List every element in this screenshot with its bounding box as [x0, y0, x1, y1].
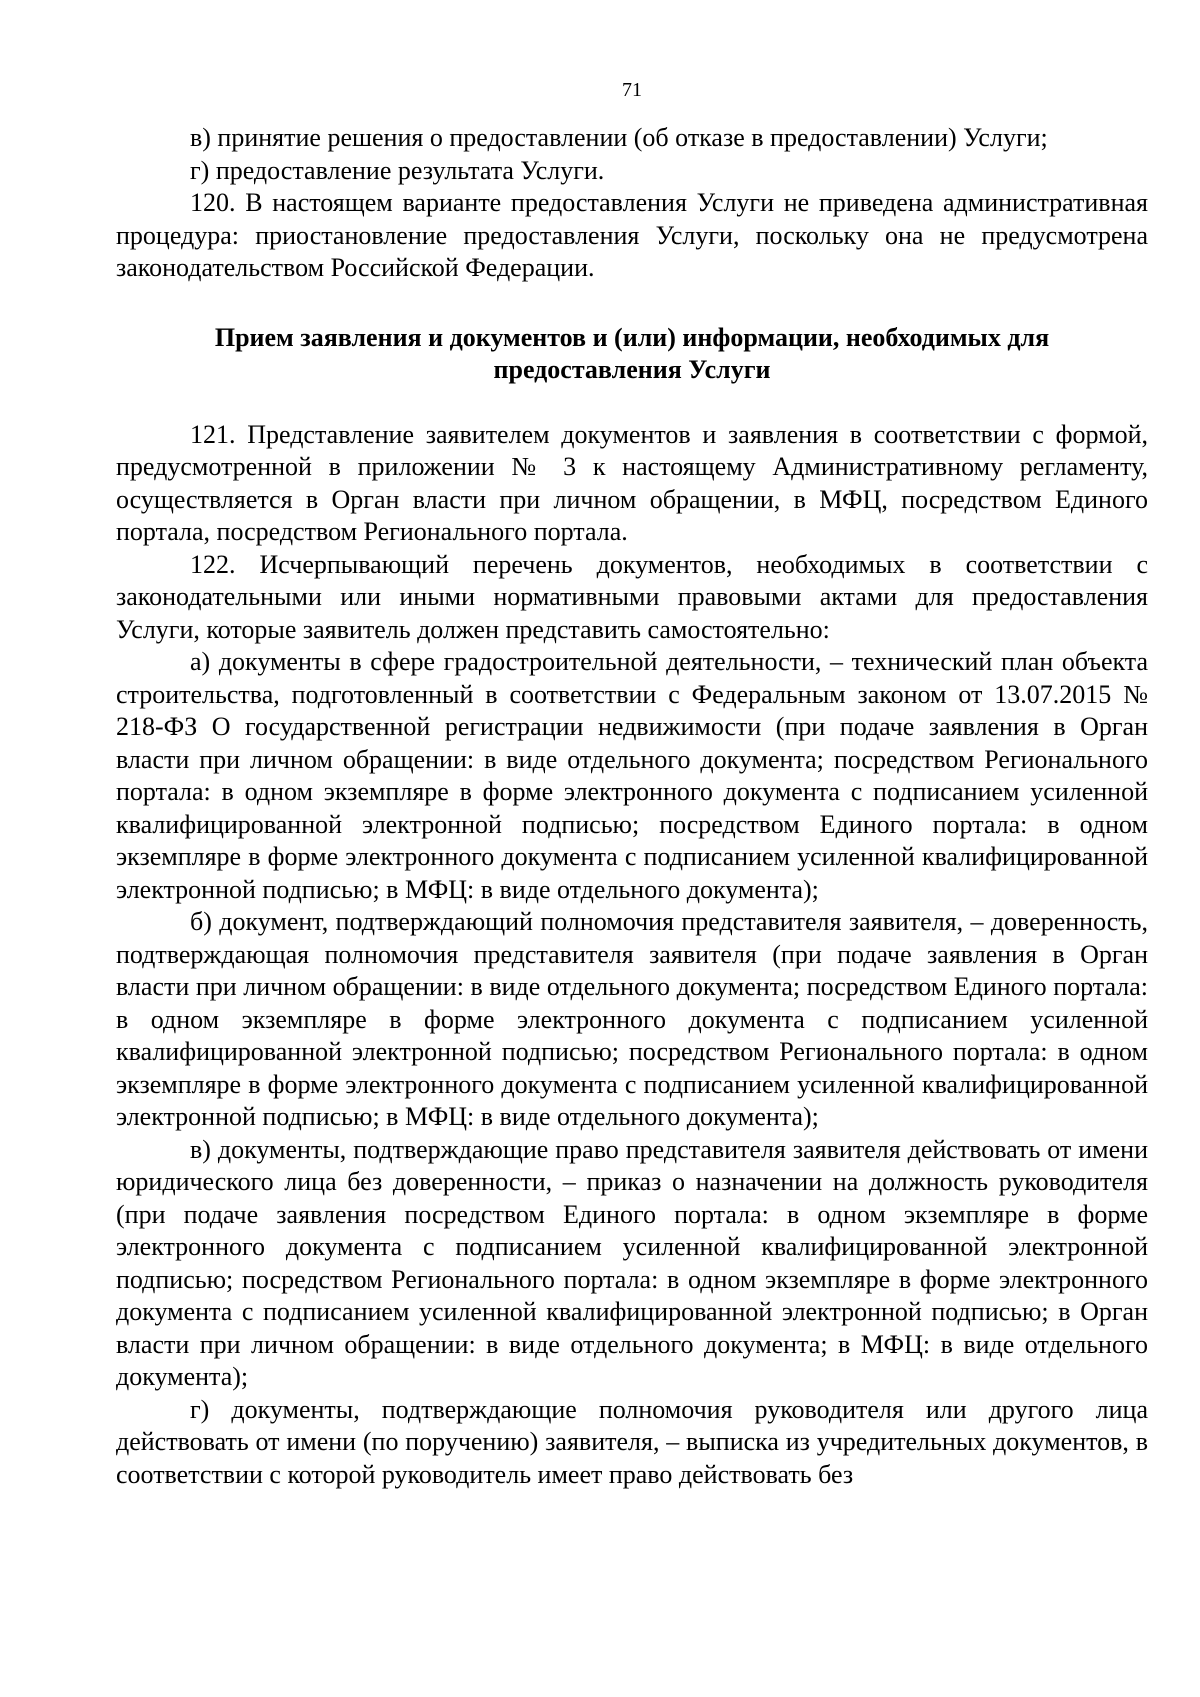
section-heading: Прием заявления и документов и (или) информации, необходимых для предоставления Услуги — [214, 322, 1050, 384]
paragraph-item-g: г) предоставление результата Услуги. — [190, 155, 605, 185]
document-body — [116, 122, 1148, 1491]
page-number: 71 — [622, 79, 642, 101]
paragraph-122-g: г) документы, подтверждающие полномочия руководителя или другого лица действовать от имени (по поручению) заявителя, – выписка из учредительных документов, в соответствии с которой руководитель имеет право действовать без — [116, 1394, 1148, 1489]
paragraph-120: 120. В настоящем варианте предоставления Услуги не приведена административная процедура: приостановление предоставления Услуги, поскольку она не предусмотрена законодательством Российской Федерации. — [116, 188, 1148, 282]
paragraph-122-v: в) документы, подтверждающие право представителя заявителя действовать от имени юридического лица без доверенности, – приказ о назначении на должность руководителя (при подаче заявления посредством Единого портала: в одном экземпляре в форме электронного документа с подписанием усиленной квалифицированной электронной подписью; посредством Регионального портала: в одном экземпляре в форме электронного документа с подписанием усиленной квалифицированной электронной подписью; в Орган власти при личном обращении: в виде отдельного документа; в МФЦ: в виде отдельного документа); — [116, 1134, 1148, 1391]
paragraph-122-b: б) документ, подтверждающий полномочия представителя заявителя, – доверенность, подтверждающая полномочия представителя заявителя (при подаче заявления в Орган власти при личном обращении: в виде отдельного документа; посредством Единого портала: в одном экземпляре в форме электронного документа с подписанием усиленной квалифицированной электронной подписью; посредством Регионального портала: в одном экземпляре в форме электронного документа с подписанием усиленной квалифицированной электронной подписью; в МФЦ: в виде отдельного документа); — [116, 907, 1148, 1131]
paragraph-122-a: а) документы в сфере градостроительной деятельности, – технический план объекта строительства, подготовленный в соответствии с Федеральным законом от 13.07.2015 № 218-ФЗ О государственной регистрации недвижимости (при подаче заявления в Орган власти при личном обращении: в виде отдельного документа; посредством Регионального портала: в одном экземпляре в форме электронного документа с подписанием усиленной квалифицированной электронной подписью; посредством Единого портала: в одном экземпляре в форме электронного документа с подписанием усиленной квалифицированной электронной подписью; в МФЦ: в виде отдельного документа); — [116, 647, 1148, 904]
paragraph-122: 122. Исчерпывающий перечень документов, необходимых в соответствии с законодательными или иными нормативными правовыми актами для предоставления Услуги, которые заявитель должен представить самостоятельно: — [116, 549, 1148, 644]
paragraph-item-v: в) принятие решения о предоставлении (об отказе в предоставлении) Услуги; — [190, 123, 1048, 152]
paragraph-121: 121. Представление заявителем документов и заявления в соответствии с формой, предусмотренной в приложении № 3 к настоящему Административному регламенту, осуществляется в Орган власти при личном обращении, в МФЦ, посредством Единого портала, посредством Регионального портала. — [116, 419, 1148, 546]
